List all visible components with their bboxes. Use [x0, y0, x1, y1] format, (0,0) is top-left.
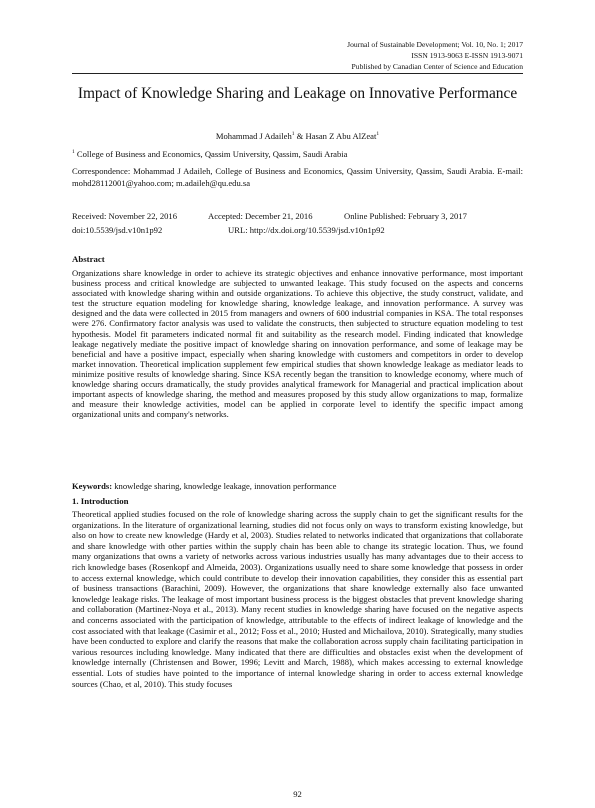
- doi: doi:10.5539/jsd.v10n1p92: [72, 225, 163, 235]
- keywords: [72, 481, 336, 492]
- page-number: 92: [293, 789, 302, 799]
- journal-publisher: Published by Canadian Center of Science and Education: [351, 61, 523, 71]
- section-heading: 1. Introduction: [72, 496, 129, 506]
- affiliation-marker: 1: [72, 149, 75, 156]
- article-url[interactable]: URL: http://dx.doi.org/10.5539/jsd.v10n1p92: [228, 225, 385, 235]
- author-affiliation-marker: 1: [291, 131, 295, 138]
- section-body: Theoretical applied studies focused on the role of knowledge sharing across the supply chain to get the significant results for the organizations. In the literature of organizational learning, studies did not focus only on ways to transform existing knowledge, but also on how to create new knowledge (Hardy et al, 2003). Studies related to networks indicated that organizations that collaborate and share knowledge with other parties within the supply chain has been able to change its strategic location. Thus, we found many organizations that owns a variety of networks across various industries usually has many advantages due to their access to rich knowledge bases (Rosenkopf and Almeida, 2003). Organizations usually need to share some knowledge that possess in order to access external knowledge, which could contribute to develop their innovation capabilities, they consider this as essential part of business transactions (Barachini, 2009). However, the organizations that share knowledge externally also face unwanted knowledge leakage risks. The leakage of most important business process is the biggest obstacles that prevent knowledge sharing and collaboration (Martinez-Noya et al., 2013). Many recent studies in knowledge sharing have focused on the negative aspects and concerns associated with the participation of knowledge, attributable to the effects of indirect leakage of knowledge and the cost associated with that leakage (Casimir et al., 2012; Foss et al., 2010; Husted and Michailova, 2010). Strategically, many studies have been conducted to explore and clarify the reasons that make the collaboration across supply chain facilitating participation in various resources including knowledge. Many indicated that there are difficulties and obstacles exist when the development of knowledge internally (Christensen and Bower, 1996; Levitt and March, 1988), which makes accessing to external knowledge essential. Lots of studies have pointed to the importance of internal knowledge sharing in order to access external knowledge sources (Chao, et al, 2010). This study focuses: [72, 509, 523, 689]
- abstract-heading: Abstract: [72, 254, 105, 264]
- header-divider: [72, 73, 523, 74]
- author-line: [72, 131, 523, 142]
- author-separator: &: [294, 131, 306, 141]
- correspondence: Correspondence: Mohammad J Adaileh, College of Business and Economics, Qassim University, Qassim, Saudi Arabia. E-mail: mohd28112001@yahoo.com; m.adaileh@qu.edu.sa: [72, 166, 523, 188]
- affiliation-text: College of Business and Economics, Qassim University, Qassim, Saudi Arabia: [76, 149, 348, 159]
- accepted-date: Accepted: December 21, 2016: [208, 211, 313, 221]
- published-date: Online Published: February 3, 2017: [344, 211, 467, 221]
- keywords-label: Keywords:: [72, 481, 113, 491]
- received-date: Received: November 22, 2016: [72, 211, 178, 221]
- author-name: Hasan Z Abu AlZeat: [305, 131, 377, 141]
- article-title: Impact of Knowledge Sharing and Leakage on Innovative Performance: [77, 85, 518, 102]
- keywords-text: knowledge sharing, knowledge leakage, innovation performance: [112, 481, 337, 491]
- affiliation: [72, 149, 523, 160]
- abstract-body: Organizations share knowledge in order to achieve its strategic objectives and enhance innovative performance, most important business process and critical knowledge are subjected to unwanted leakage. This study focused on the aspects and concerns associated with knowledge sharing within and outside organizations. To achieve this objective, the study construct, validate, and test the structure equation modeling for knowledge sharing, knowledge leakage, and innovation performance. A survey was designed and the data were collected in 2015 from managers and owners of 600 industrial companies in KSA. The total responses were 276. Confirmatory factor analysis was used to validate the constructs, then subjected to structure equation modeling to test hypothesis. Model fit parameters indicated normal fit and suitability as the research model. Finding indicated that knowledge leakage negatively mediate the positive impact of knowledge sharing on innovation performance, and some of leakage may be beneficial and have a positive impact, especially when sharing knowledge with customers and competitors in order to develop market innovation. Theoretical implication supplement few empirical studies that shown knowledge leakage as mediator leads to minimize positive results of knowledge sharing. Since KSA recently began the transition to knowledge economy, where much of knowledge sharing occurs dramatically, the study provides analytical framework for Managerial and practical implication about important aspects of knowledge sharing, the method and measures proposed by this study allow organizations to map, formalize and measure their knowledge activities, model can be applied in corporate level to identify the specific impact among organizational units and company's networks.: [72, 268, 523, 420]
- author-affiliation-marker: 1: [376, 131, 380, 138]
- journal-citation: Journal of Sustainable Development; Vol. 10, No. 1; 2017: [347, 40, 523, 49]
- journal-issn: ISSN 1913-9063 E-ISSN 1913-9071: [411, 50, 523, 60]
- author-name: Mohammad J Adaileh: [215, 131, 292, 141]
- journal-header: [347, 40, 523, 72]
